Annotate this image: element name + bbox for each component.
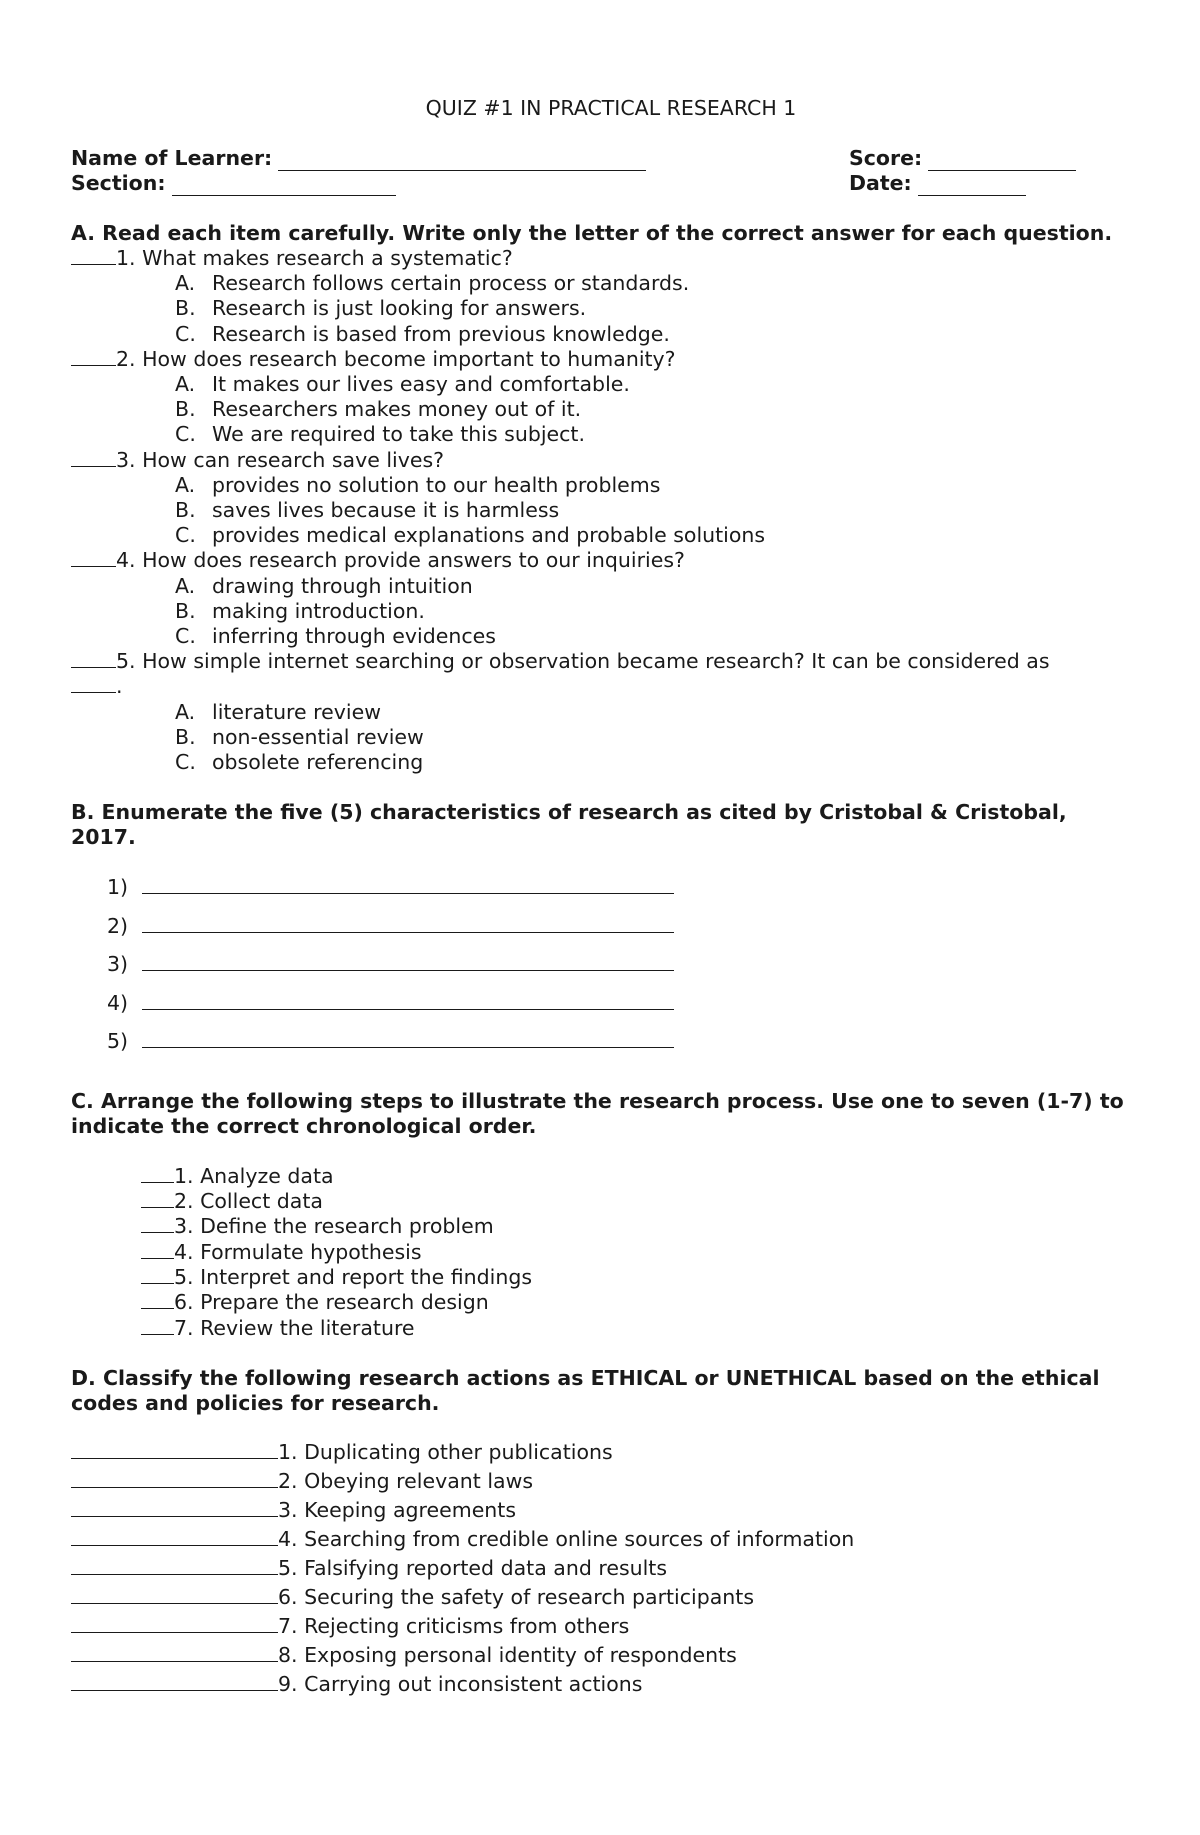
answer-line[interactable] [142, 1025, 674, 1048]
classification-blank[interactable] [71, 1525, 278, 1546]
enum-item: 3) [71, 945, 1131, 984]
section-c-instruction: C. Arrange the following steps to illustrate the research process. Use one to seven (1-7) to indicate the correct chronological order. [71, 1088, 1124, 1138]
ethics-item: 2. Obeying relevant laws [71, 1467, 1131, 1496]
answer-line[interactable] [142, 910, 674, 933]
choice: C. obsolete referencing [175, 750, 424, 775]
quiz-page [71, 96, 1131, 1699]
step-item: 3. Define the research problem [71, 1214, 1131, 1239]
choice: B. Research is just looking for answers. [175, 296, 587, 321]
score-label: Score: [849, 146, 923, 170]
question-1 [71, 246, 1131, 347]
enumeration-list [71, 868, 1131, 1061]
answer-line[interactable] [142, 871, 674, 894]
question-2 [71, 347, 1131, 448]
step-item: 1. Analyze data [71, 1164, 1131, 1189]
question-text: 5. How simple internet searching or observation became research? It can be considered as [116, 649, 1050, 674]
ethics-item: 7. Rejecting criticisms from others [71, 1612, 1131, 1641]
answer-line[interactable] [142, 987, 674, 1010]
choice: A. It makes our lives easy and comfortable. [175, 372, 630, 397]
step-item: 5. Interpret and report the findings [71, 1265, 1131, 1290]
question-text: 3. How can research save lives? [116, 447, 445, 472]
choice: C. We are required to take this subject. [175, 422, 585, 447]
order-blank[interactable] [141, 1189, 174, 1208]
ethics-item: 6. Securing the safety of research participants [71, 1583, 1131, 1612]
choice: B. making introduction. [175, 598, 425, 623]
answer-blank[interactable] [71, 347, 116, 366]
question-text: 4. How does research provide answers to our inquiries? [116, 548, 685, 573]
date-field[interactable] [918, 175, 1026, 196]
step-item: 7. Review the literature [71, 1316, 1131, 1341]
answer-blank[interactable] [71, 649, 116, 668]
classification-blank[interactable] [71, 1641, 278, 1662]
answer-line[interactable] [142, 948, 674, 971]
quiz-title: QUIZ #1 IN PRACTICAL RESEARCH 1 [425, 96, 797, 120]
order-blank[interactable] [141, 1240, 174, 1259]
enum-item: 5) [71, 1022, 1131, 1061]
ethics-item: 1. Duplicating other publications [71, 1438, 1131, 1467]
ethics-item: 8. Exposing personal identity of respondents [71, 1641, 1131, 1670]
order-blank[interactable] [141, 1290, 174, 1309]
question-4 [71, 548, 1131, 649]
date-label: Date: [849, 171, 912, 195]
choice: A. literature review [175, 699, 381, 724]
choice: B. Researchers makes money out of it. [175, 397, 582, 422]
order-blank[interactable] [141, 1214, 174, 1233]
ethics-item: 5. Falsifying reported data and results [71, 1554, 1131, 1583]
answer-blank[interactable] [71, 246, 116, 265]
step-item: 6. Prepare the research design [71, 1290, 1131, 1315]
ethics-item: 4. Searching from credible online sources of information [71, 1525, 1131, 1554]
choice: A. drawing through intuition [175, 573, 473, 598]
choice: B. saves lives because it is harmless [175, 498, 560, 523]
header-row-2 [71, 171, 1131, 196]
step-item: 4. Formulate hypothesis [71, 1240, 1131, 1265]
order-blank[interactable] [141, 1316, 174, 1335]
question-5: 5. How simple internet searching or observation became research? It can be considered as . A. literature review B. non-essential review C. obsolete referencing [71, 649, 1131, 775]
answer-blank[interactable] [71, 448, 116, 467]
choice: B. non-essential review [175, 724, 424, 749]
enum-item: 1) [71, 868, 1131, 907]
ethics-list [71, 1438, 1131, 1699]
enum-item: 4) [71, 984, 1131, 1023]
choice: C. Research is based from previous knowledge. [175, 321, 670, 346]
score-field[interactable] [928, 150, 1076, 171]
order-blank[interactable] [141, 1164, 174, 1183]
choice: C. provides medical explanations and probable solutions [175, 523, 766, 548]
section-field[interactable] [172, 175, 396, 196]
name-field[interactable] [278, 150, 646, 171]
step-item: 2. Collect data [71, 1189, 1131, 1214]
fill-in-blank[interactable] [71, 674, 116, 693]
classification-blank[interactable] [71, 1670, 278, 1691]
choice: C. inferring through evidences [175, 624, 496, 649]
header-row-1 [71, 146, 1131, 171]
section-label: Section: [71, 171, 166, 195]
answer-blank[interactable] [71, 548, 116, 567]
steps-list [71, 1164, 1131, 1341]
classification-blank[interactable] [71, 1496, 278, 1517]
question-3 [71, 448, 1131, 549]
ethics-item: 9. Carrying out inconsistent actions [71, 1670, 1131, 1699]
question-text: 2. How does research become important to humanity? [116, 346, 676, 371]
classification-blank[interactable] [71, 1438, 278, 1459]
enum-item: 2) [71, 907, 1131, 946]
question-text: 1. What makes research a systematic? [116, 246, 513, 270]
classification-blank[interactable] [71, 1554, 278, 1575]
section-d-instruction: D. Classify the following research actions as ETHICAL or UNETHICAL based on the ethical codes and policies for research. [71, 1365, 1100, 1415]
order-blank[interactable] [141, 1265, 174, 1284]
choice: A. Research follows certain process or standards. [175, 271, 690, 296]
section-a-instruction: A. Read each item carefully. Write only the letter of the correct answer for each question. [71, 221, 1113, 245]
ethics-item: 3. Keeping agreements [71, 1496, 1131, 1525]
classification-blank[interactable] [71, 1612, 278, 1633]
classification-blank[interactable] [71, 1583, 278, 1604]
name-label: Name of Learner: [71, 146, 273, 170]
classification-blank[interactable] [71, 1467, 278, 1488]
section-b-instruction: B. Enumerate the five (5) characteristics of research as cited by Cristobal & Cristobal, 2017. [71, 800, 1067, 850]
choice: A. provides no solution to our health problems [175, 472, 661, 497]
